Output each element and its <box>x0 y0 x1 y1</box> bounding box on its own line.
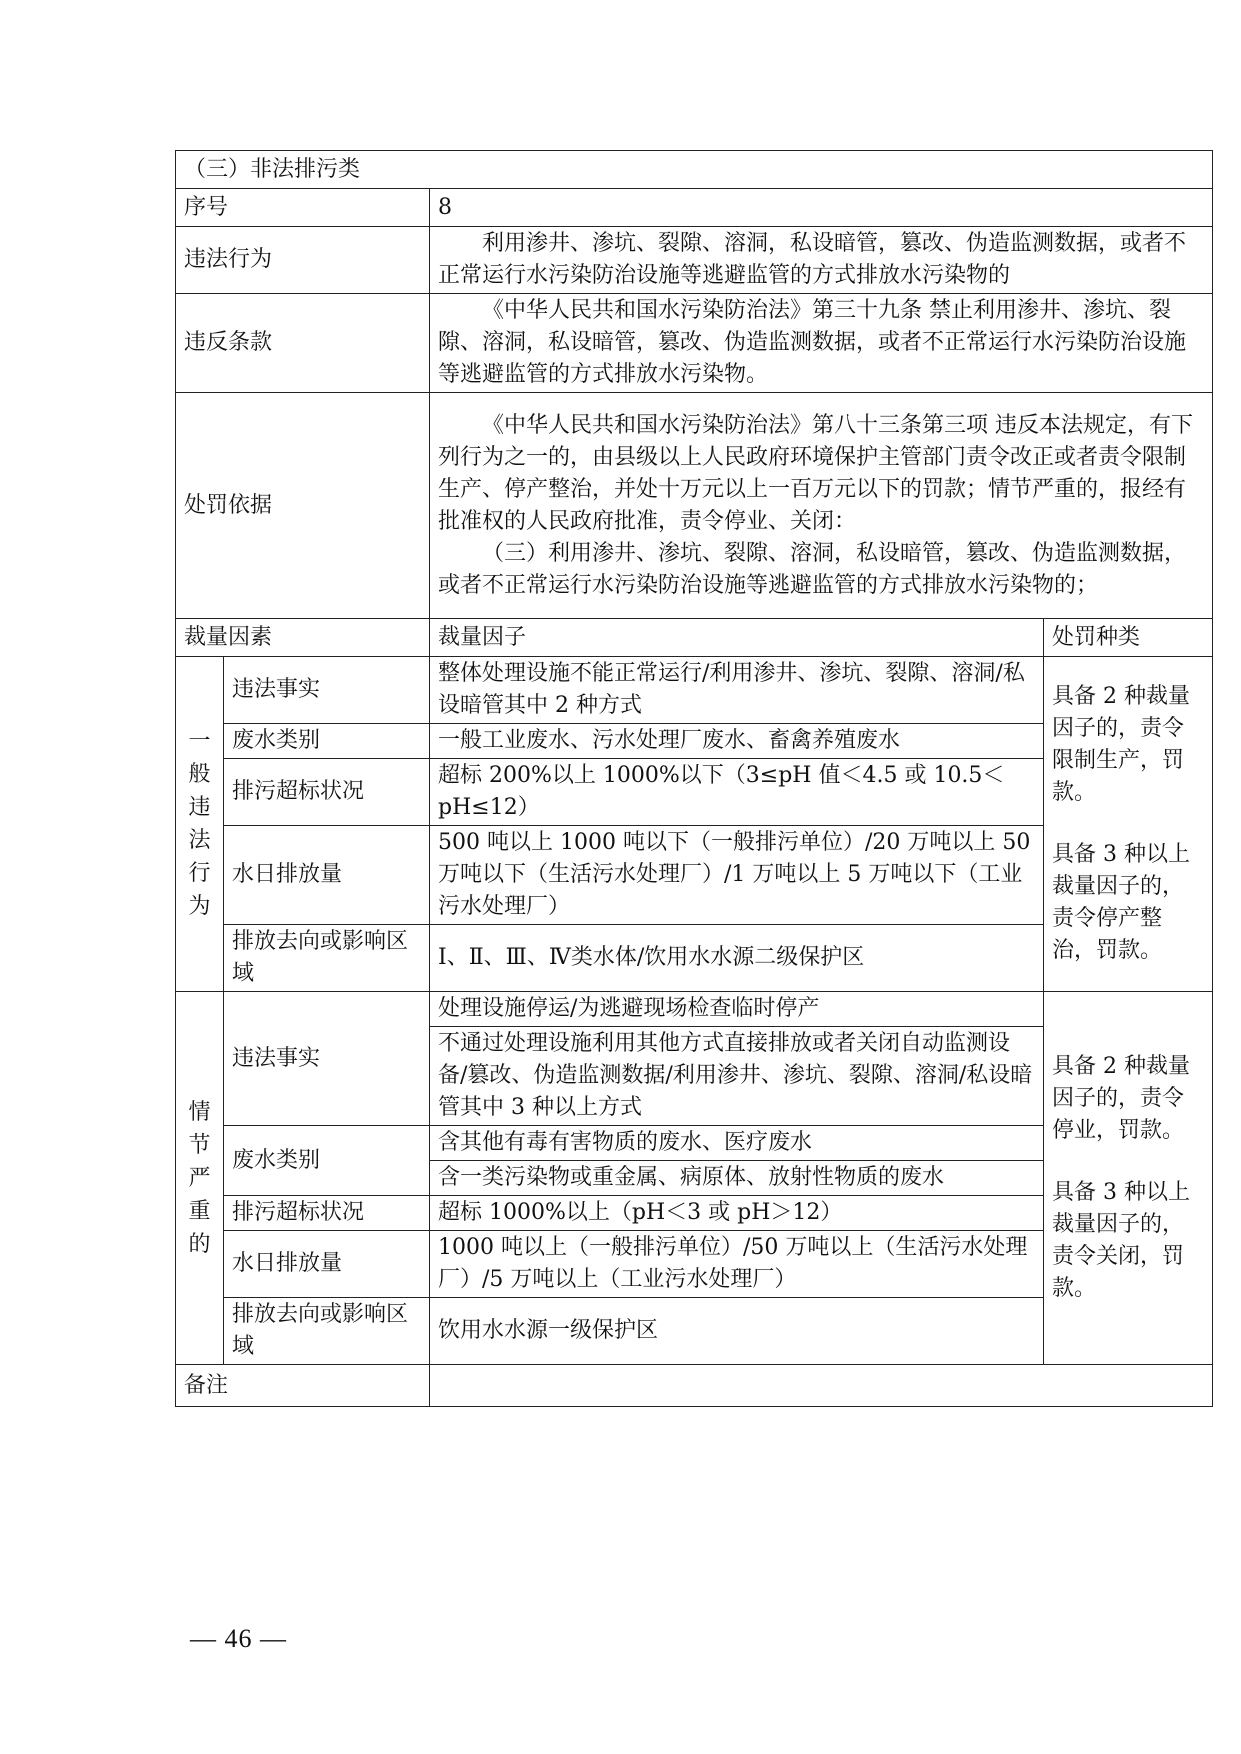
general-facts-value: 整体处理设施不能正常运行/利用渗井、渗坑、裂隙、溶洞/私设暗管其中 2 种方式 <box>430 657 1044 724</box>
detail-header: 裁量因子 <box>430 619 1044 657</box>
violation-label: 违法行为 <box>176 227 430 294</box>
severe-group-label: 情 节 严 重 的 <box>176 992 224 1365</box>
severe-facts-value-2: 不通过处理设施利用其他方式直接排放或者关闭自动监测设备/篡改、伪造监测数据/利用渗井、渗坑、裂隙、溶洞/私设暗管其中 3 种以上方式 <box>430 1027 1044 1126</box>
severe-volume-label: 水日排放量 <box>224 1231 430 1298</box>
article-label: 违反条款 <box>176 294 430 393</box>
severe-exceed-value: 超标 1000%以上（pH＜3 或 pH＞12） <box>430 1196 1044 1231</box>
severe-waste-value-1: 含其他有毒有害物质的废水、医疗废水 <box>430 1126 1044 1161</box>
general-waste-value: 一般工业废水、污水处理厂废水、畜禽养殖废水 <box>430 724 1044 759</box>
severe-penalty-1: 具备 2 种裁量因子的，责令停业，罚款。 <box>1052 1054 1190 1143</box>
severe-area-value: 饮用水水源一级保护区 <box>430 1298 1044 1365</box>
severe-penalty <box>1044 992 1213 1365</box>
severe-penalty-2: 具备 3 种以上裁量因子的，责令关闭，罚款。 <box>1052 1180 1190 1301</box>
serial-label: 序号 <box>176 189 430 227</box>
general-volume-value: 500 吨以上 1000 吨以下（一般排污单位）/20 万吨以上 50 万吨以下（生活污水处理厂）/1 万吨以上 5 万吨以下（工业污水处理厂） <box>430 826 1044 925</box>
violation-value: 利用渗井、渗坑、裂隙、溶洞，私设暗管，篡改、伪造监测数据，或者不正常运行水污染防治设施等逃避监管的方式排放水污染物的 <box>430 227 1213 294</box>
general-penalty-1: 具备 2 种裁量因子的，责令限制生产，罚款。 <box>1052 684 1190 805</box>
general-group-label: 一 般 违 法 行 为 <box>176 657 224 992</box>
severe-area-label: 排放去向或影响区域 <box>224 1298 430 1365</box>
severe-exceed-label: 排污超标状况 <box>224 1196 430 1231</box>
basis-label: 处罚依据 <box>176 393 430 619</box>
remarks-value <box>430 1365 1213 1407</box>
general-area-value: Ⅰ、Ⅱ、Ⅲ、Ⅳ类水体/饮用水水源二级保护区 <box>430 925 1044 992</box>
general-exceed-value: 超标 200%以上 1000%以下（3≤pH 值＜4.5 或 10.5＜pH≤12） <box>430 759 1044 826</box>
remarks-label: 备注 <box>176 1365 430 1407</box>
factor-header: 裁量因素 <box>176 619 430 657</box>
basis-paragraph-2: （三）利用渗井、渗坑、裂隙、溶洞，私设暗管，篡改、伪造监测数据，或者不正常运行水污染防治设施等逃避监管的方式排放水污染物的； <box>438 540 1187 598</box>
penalty-table <box>175 150 1213 1407</box>
general-volume-label: 水日排放量 <box>224 826 430 925</box>
section-title: （三）非法排污类 <box>176 151 1213 189</box>
severe-volume-value: 1000 吨以上（一般排污单位）/50 万吨以上（生活污水处理厂）/5 万吨以上（工业污水处理厂） <box>430 1231 1044 1298</box>
severe-facts-label: 违法事实 <box>224 992 430 1126</box>
general-penalty-2: 具备 3 种以上裁量因子的，责令停产整治，罚款。 <box>1052 842 1190 963</box>
article-value: 《中华人民共和国水污染防治法》第三十九条 禁止利用渗井、渗坑、裂隙、溶洞，私设暗管，篡改、伪造监测数据，或者不正常运行水污染防治设施等逃避监管的方式排放水污染物。 <box>430 294 1213 393</box>
severe-waste-value-2: 含一类污染物或重金属、病原体、放射性物质的废水 <box>430 1161 1044 1196</box>
severe-facts-value-1: 处理设施停运/为逃避现场检查临时停产 <box>430 992 1044 1027</box>
general-waste-label: 废水类别 <box>224 724 430 759</box>
general-exceed-label: 排污超标状况 <box>224 759 430 826</box>
general-facts-label: 违法事实 <box>224 657 430 724</box>
serial-value: 8 <box>430 189 1213 227</box>
basis-value <box>430 393 1213 619</box>
page-number: — 46 — <box>190 1624 287 1653</box>
severe-waste-label: 废水类别 <box>224 1126 430 1196</box>
general-area-label: 排放去向或影响区域 <box>224 925 430 992</box>
general-penalty <box>1044 657 1213 992</box>
penalty-header: 处罚种类 <box>1044 619 1213 657</box>
basis-paragraph-1: 《中华人民共和国水污染防治法》第八十三条第三项 违反本法规定，有下列行为之一的，由县级以上人民政府环境保护主管部门责令改正或者责令限制生产、停产整治，并处十万元以上一百万元以下的罚款；情节严重的，报经有批准权的人民政府批准，责令停业、关闭： <box>438 412 1193 534</box>
